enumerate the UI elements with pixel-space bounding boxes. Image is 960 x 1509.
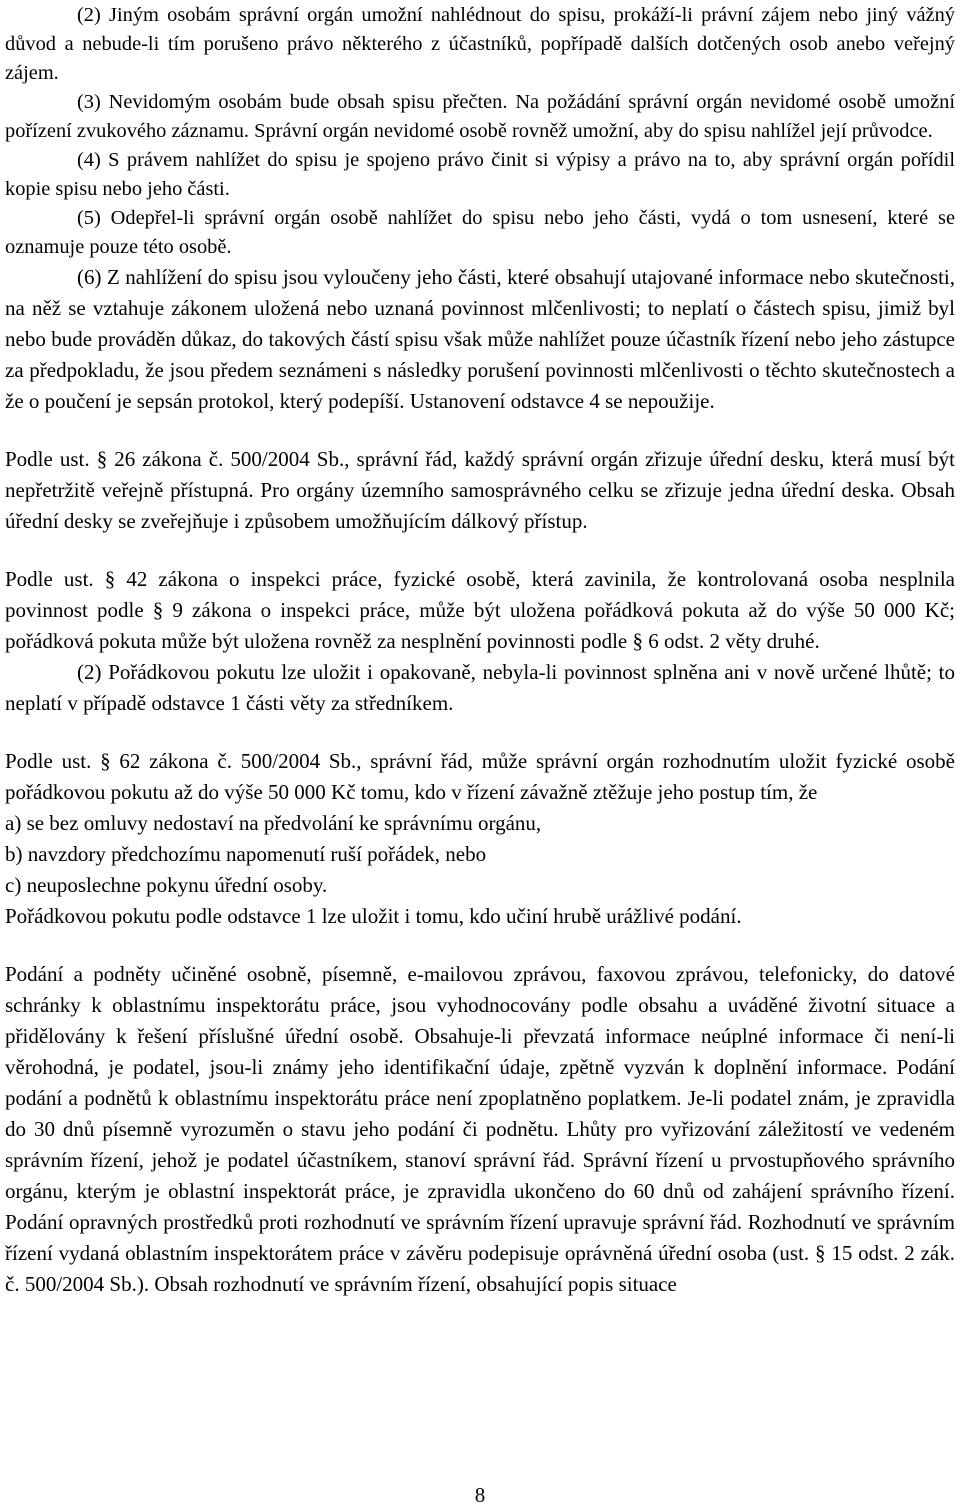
list-item-a: a) se bez omluvy nedostaví na předvolání ke správnímu orgánu, [5, 811, 542, 835]
paragraph-6: (6) Z nahlížení do spisu jsou vyloučeny jeho části, které obsahují utajované informace nebo skutečnosti, na něž se vztahuje zákonem uložená nebo uznaná povinnost mlčenlivosti; to neplatí o částech spisu, jimiž byl nebo bude prováděn důkaz, do takových částí spisu však může nahlížet pouze účastník řízení nebo jeho zástupce za předpokladu, že jsou předem seznámeni s následky porušení povinnosti mlčenlivosti o těchto skutečnostech a že o poučení je sepsán protokol, který podepíší. Ustanovení odstavce 4 se nepoužije. [5, 265, 955, 413]
uredni-deska-paragraph: Podle ust. § 26 zákona č. 500/2004 Sb., správní řád, každý správní orgán zřizuje úřední desku, která musí být nepřetržitě veřejně přístupná. Pro orgány územního samosprávného celku se zřizuje jedna úřední deska. Obsah úřední desky se zveřejňuje i způsobem umožňujícím dálkový přístup. [5, 447, 955, 533]
paragraph-62-closing: Pořádkovou pokutu podle odstavce 1 lze uložit i tomu, kdo učiní hrubě urážlivé podání. [5, 904, 742, 928]
paragraph-5: (5) Odepřel-li správní orgán osobě nahlížet do spisu nebo jeho části, vydá o tom usnesení, které se oznamuje pouze této osobě. [5, 207, 955, 258]
list-item-b: b) navzdory předchozímu napomenutí ruší pořádek, nebo [5, 842, 487, 866]
poradkova-pokuta-spravni-rad-section [5, 746, 955, 932]
page-number: 8 [474, 1483, 486, 1507]
uredni-deska-section [5, 444, 955, 537]
paragraph-42-2: (2) Pořádkovou pokutu lze uložit i opakovaně, nebyla-li povinnost splněna ani v nově určené lhůtě; to neplatí v případě odstavce 1 části věty za středníkem. [5, 660, 955, 715]
paragraph-3: (3) Nevidomým osobám bude obsah spisu přečten. Na požádání správní orgán nevidomé osobě umožní pořízení zvukového záznamu. Správní orgán nevidomé osobě rovněž umožní, aby do spisu nahlížel její průvodce. [5, 91, 955, 142]
paragraph-42-1: Podle ust. § 42 zákona o inspekci práce, fyzické osobě, která zavinila, že kontrolovaná osoba nesplnila povinnost podle § 9 zákona o inspekci práce, může být uložena pořádková pokuta až do výše 50 000 Kč; pořádková pokuta může být uložena rovněž za nesplnění povinnosti podle § 6 odst. 2 věty druhé. [5, 567, 955, 653]
spacer [5, 417, 955, 444]
paragraph-4: (4) S právem nahlížet do spisu je spojeno právo činit si výpisy a právo na to, aby správní orgán pořídil kopie spisu nebo jeho části. [5, 149, 955, 200]
paragraph-2: (2) Jiným osobám správní orgán umožní nahlédnout do spisu, prokáží-li právní zájem nebo jiný vážný důvod a nebude-li tím porušeno právo některého z účastníků, popřípadě dalších dotčených osob anebo veřejný zájem. [5, 4, 955, 84]
podani-paragraph: Podání a podněty učiněné osobně, písemně, e-mailovou zprávou, faxovou zprávou, telefonicky, do datové schránky k oblastnímu inspektorátu práce, jsou vyhodnocovány podle obsahu a uváděné životní situace a přidělovány k řešení příslušné úřední osobě. Obsahuje-li převzatá informace neúplné informace či není-li věrohodná, je podatel, jsou-li známy jeho identifikační údaje, zpětně vyzván k doplnění informace. Podání podání a podnětů k oblastnímu inspektorátu práce není zpoplatněno poplatkem. Je-li podatel znám, je zpravidla do 30 dnů písemně vyrozuměn o stavu jeho podání či podnětu. Lhůty pro vyřizování záležitostí ve vedeném správním řízení, jehož je podatel účastníkem, stanoví správní řád. Správní řízení u prvostupňového správního orgánu, kterým je oblastní inspektorát práce, je zpravidla ukončeno do 60 dnů od zahájení správního řízení. Podání opravných prostředků proti rozhodnutí ve správním řízení upravuje správní řád. Rozhodnutí ve správním řízení vydaná oblastním inspektorátem práce v závěru podepisuje oprávněná úřední osoba (ust. § 15 odst. 2 zák. č. 500/2004 Sb.). Obsah rozhodnutí ve správním řízení, obsahující popis situace [5, 962, 955, 1296]
nahlizeni-section [5, 0, 955, 262]
nahlizeni-section-cont [5, 262, 955, 417]
podani-section [5, 959, 955, 1300]
paragraph-62-intro: Podle ust. § 62 zákona č. 500/2004 Sb., správní řád, může správní orgán rozhodnutím uložit fyzické osobě pořádkovou pokutu až do výše 50 000 Kč tomu, kdo v řízení závažně ztěžuje jeho postup tím, že [5, 749, 955, 804]
spacer [5, 932, 955, 959]
poradkova-pokuta-inspekce-section [5, 564, 955, 719]
list-item-c: c) neuposlechne pokynu úřední osoby. [5, 873, 328, 897]
spacer [5, 719, 955, 746]
document-page [5, 0, 955, 1300]
spacer [5, 537, 955, 564]
